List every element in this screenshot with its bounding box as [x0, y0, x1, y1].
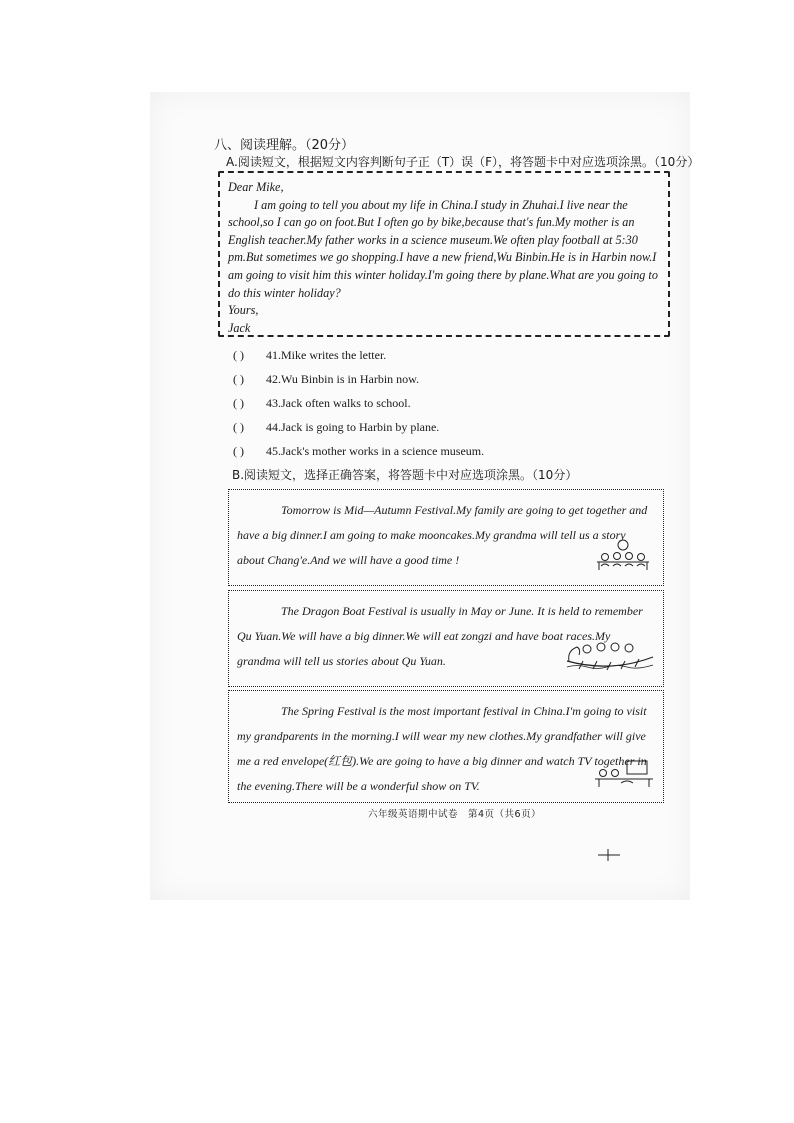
- question-43: [233, 396, 411, 411]
- letter-body: I am going to tell you about my life in China.I study in Zhuhai.I live near the school,so I can go on foot.But I often go by bike,because that's fun.My mother is an English teacher.My father works in a science museum.We often play football at 5:30 pm.But sometimes we go shopping.I have a new friend,Wu Binbin.He is in Harbin now.I am going to visit him this winter holiday.I'm going there by plane.What are you going to do this winter holiday?: [228, 197, 658, 300]
- crop-mark-icon: [598, 848, 620, 866]
- question-41: [233, 348, 386, 363]
- question-text: 42.Wu Binbin is in Harbin now.: [266, 372, 420, 386]
- dragon-boat-icon: [565, 631, 655, 682]
- part-a-instruction: A.阅读短文，根据短文内容判断句子正（T）误（F），将答题卡中对应选项涂黑。（10分）: [226, 155, 700, 169]
- section-title: 八、阅读理解。（20分）: [214, 138, 355, 153]
- passage-mid-autumn: [228, 489, 664, 586]
- family-moon-icon: [593, 538, 655, 581]
- question-45: [233, 444, 484, 459]
- letter-greeting: Dear Mike,: [228, 180, 284, 194]
- answer-blank[interactable]: ( ): [233, 420, 244, 434]
- letter-closing: Yours,: [228, 303, 259, 318]
- answer-blank[interactable]: ( ): [233, 396, 244, 410]
- question-44: [233, 420, 439, 435]
- question-text: 44.Jack is going to Harbin by plane.: [266, 420, 440, 434]
- question-42: [233, 372, 419, 387]
- answer-blank[interactable]: ( ): [233, 372, 244, 386]
- passage-dragon-boat: [228, 590, 664, 687]
- question-text: 45.Jack's mother works in a science museum.: [266, 444, 485, 458]
- passage-text: Tomorrow is Mid—Autumn Festival.My family are going to get together and have a big dinner.I am going to make mooncakes.My grandma will tell us a story about Chang'e.And we will have a good time !: [237, 503, 648, 567]
- letter-signature: Jack: [228, 320, 251, 335]
- letter-box: [218, 171, 670, 337]
- part-b-instruction: B.阅读短文，选择正确答案，将答题卡中对应选项涂黑。（10分）: [232, 468, 578, 482]
- page-footer: 六年级英语期中试卷 第4页（共6页）: [368, 809, 542, 820]
- question-text: 43.Jack often walks to school.: [266, 396, 411, 410]
- answer-blank[interactable]: ( ): [233, 348, 244, 362]
- answer-blank[interactable]: ( ): [233, 444, 244, 458]
- passage-text: The Dragon Boat Festival is usually in May or June. It is held to remember Qu Yuan.We will have a big dinner.We will eat zongzi and have boat races.My grandma will tell us stories about Qu Yuan.: [237, 604, 643, 668]
- passage-text: The Spring Festival is the most important festival in China.I'm going to visit my grandparents in the morning.I will wear my new clothes.My grandfather will give me a red envelope(红包).We are going to have a big dinner and watch TV together in the evening.There will be a wonderful show on TV.: [237, 704, 647, 793]
- question-text: 41.Mike writes the letter.: [266, 348, 387, 362]
- family-dinner-icon: [593, 759, 655, 798]
- passage-spring-festival: [228, 690, 664, 803]
